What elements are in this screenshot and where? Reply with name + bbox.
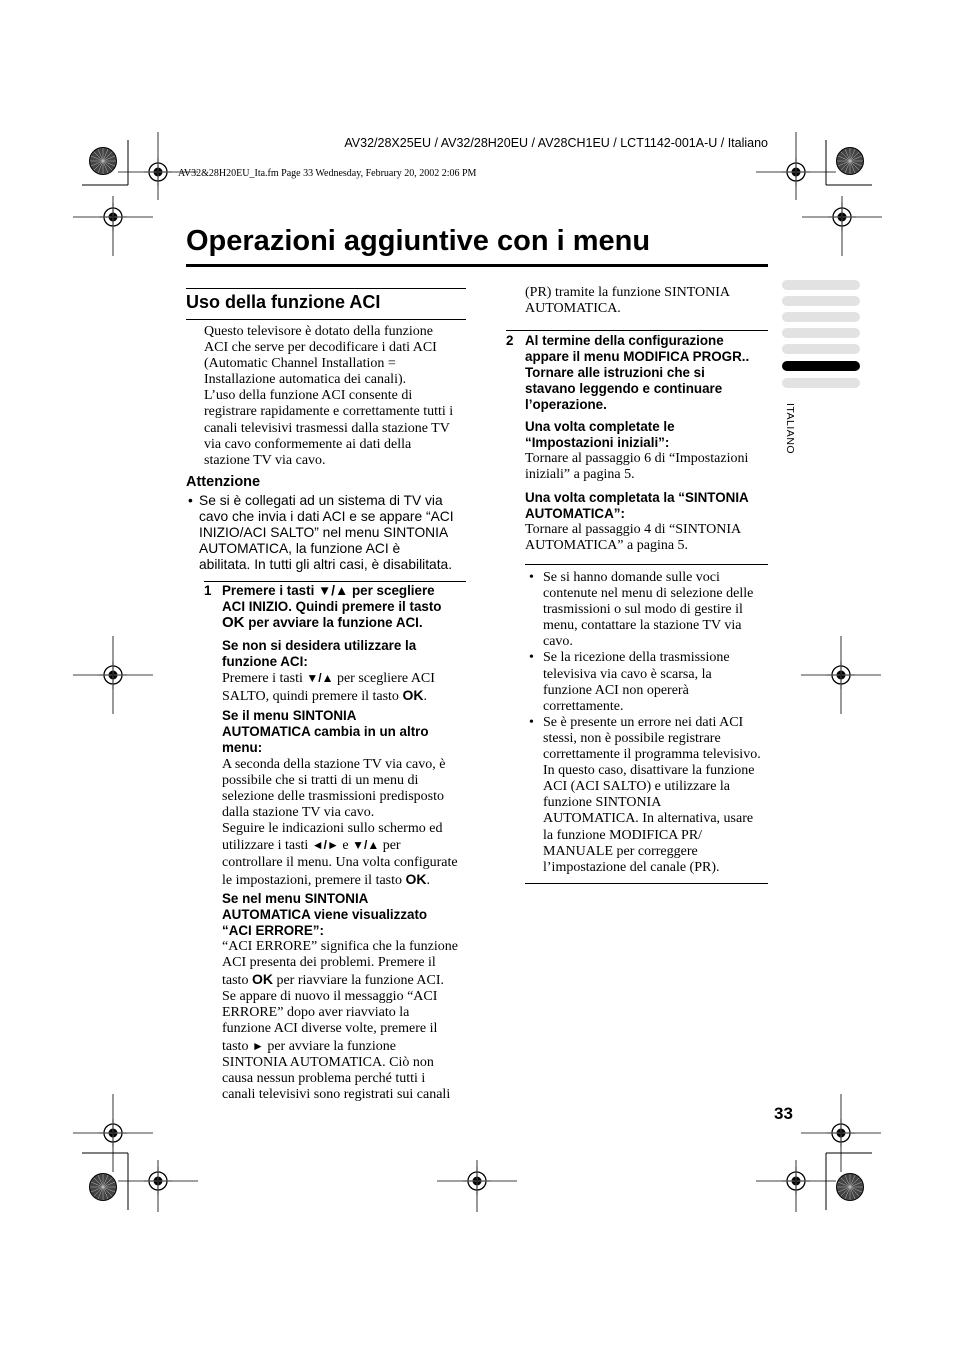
- note-item: • Se è presente un errore nei dati ACI stessi, non è possibile registrare correttamente il programma televisivo. In questo caso, disattivare la funzione ACI (ACI SALTO) e utilizzare la funzione SINTONIA AUTOMATICA. In alternativa, usare la funzione MODIFICA PR/ MANUALE per correggere l’impostazione del canale (PR).: [525, 715, 770, 876]
- continuation-text: (PR) tramite la funzione SINTONIA AUTOMATICA.: [525, 285, 731, 317]
- section-tab-1: [782, 280, 860, 290]
- attention-heading: Attenzione: [186, 474, 261, 490]
- step2-number: 2: [506, 333, 514, 348]
- initial-settings-heading: Una volta completate le “Impostazioni iniziali”:: [525, 419, 675, 451]
- section-tab-3: [782, 312, 860, 322]
- intro-paragraph: Questo televisore è dotato della funzione ACI che serve per decodificare i dati ACI (Automatic Channel Installation = Installazione automatica dei canali). L’uso della funzione ACI consente di registrare rapidamente e correttamente tutti i canali televisivi trasmessi dalla stazione TV via cavo conformemente ai dati della stazione TV via cavo.: [204, 324, 454, 468]
- attention-bullet: • Se si è collegati ad un sistema di TV via cavo che invia i dati ACI e se appare “ACI INIZIO/ACI SALTO” nel menu SINTONIA AUTOMATICA, la funzione ACI è abilitata. In tutti gli altri casi, è disabilitata.: [188, 493, 454, 573]
- aci-error-text: “ACI ERRORE” significa che la funzione ACI presenta dei problemi. Premere il tasto OK per riavviare la funzione ACI. Se appare di nuovo il messaggio “ACI ERRORE” dopo aver riavviato la funzione ACI diverse volte, premere il tasto ► per avviare la funzione SINTONIA AUTOMATICA. Ciò non causa nessun problema perché tutti i canali televisivi sono registrati sui canali: [222, 939, 458, 1102]
- section-tab-4: [782, 328, 860, 338]
- section-title: Uso della funzione ACI: [186, 292, 381, 312]
- note-item: • Se si hanno domande sulle voci contenute nel menu di selezione delle trasmissioni o sul modo di gestire il menu, contattare la stazione TV via cavo.: [525, 570, 770, 650]
- page-title: Operazioni aggiuntive con i menu: [186, 225, 651, 257]
- file-info: AV32&28H20EU_Ita.fm Page 33 Wednesday, February 20, 2002 2:06 PM: [178, 168, 477, 179]
- notes-list: [525, 570, 770, 876]
- menu-change-heading: Se il menu SINTONIA AUTOMATICA cambia in un altro menu:: [222, 708, 429, 756]
- menu-change-text: A seconda della stazione TV via cavo, è possibile che si tratti di un menu di selezione delle trasmissioni predisposto dalla stazione TV via cavo. Seguire le indicazioni sullo schermo ed utilizzare i tasti ◄/► e ▼/▲ per controllare il menu. Una volta configurate le impostazioni, premere il tasto OK.: [222, 757, 458, 888]
- skip-aci-text: Premere i tasti ▼/▲ per scegliere ACI SALTO, quindi premere il tasto OK.: [222, 671, 435, 705]
- auto-tuning-heading: Una volta completata la “SINTONIA AUTOMATICA”:: [525, 490, 749, 522]
- model-header: AV32/28X25EU / AV32/28H20EU / AV28CH1EU / LCT1142-001A-U / Italiano: [344, 136, 768, 150]
- page-number: 33: [774, 1104, 793, 1123]
- language-side-label: ITALIANO: [784, 403, 796, 455]
- step2-divider: [506, 330, 768, 331]
- skip-aci-heading: Se non si desidera utilizzare la funzione ACI:: [222, 638, 417, 670]
- step1-divider: [204, 581, 466, 582]
- step1-instruction: Premere i tasti ▼/▲ per scegliere ACI INIZIO. Quindi premere il tasto OK per avviare la funzione ACI.: [222, 583, 442, 632]
- section-rule-top: [186, 288, 466, 289]
- step2-instruction: Al termine della configurazione appare il menu MODIFICA PROGR.. Tornare alle istruzioni che si stavano leggendo e continuare l’operazione.: [525, 333, 750, 413]
- auto-tuning-text: Tornare al passaggio 4 di “SINTONIA AUTOMATICA” a pagina 5.: [525, 522, 742, 554]
- section-tab-5: [782, 344, 860, 354]
- title-divider: [186, 264, 768, 267]
- section-tab-7: [782, 378, 860, 388]
- notes-divider-bottom: [525, 883, 768, 884]
- initial-settings-text: Tornare al passaggio 6 di “Impostazioni iniziali” a pagina 5.: [525, 451, 749, 483]
- step1-number: 1: [204, 583, 212, 598]
- notes-divider-top: [525, 564, 768, 565]
- section-tab-active: [782, 361, 860, 371]
- aci-error-heading: Se nel menu SINTONIA AUTOMATICA viene visualizzato “ACI ERRORE”:: [222, 891, 428, 939]
- note-item: • Se la ricezione della trasmissione televisiva via cavo è scarsa, la funzione ACI non opererà correttamente.: [525, 650, 770, 714]
- section-tab-2: [782, 296, 860, 306]
- section-rule-bottom: [186, 319, 466, 320]
